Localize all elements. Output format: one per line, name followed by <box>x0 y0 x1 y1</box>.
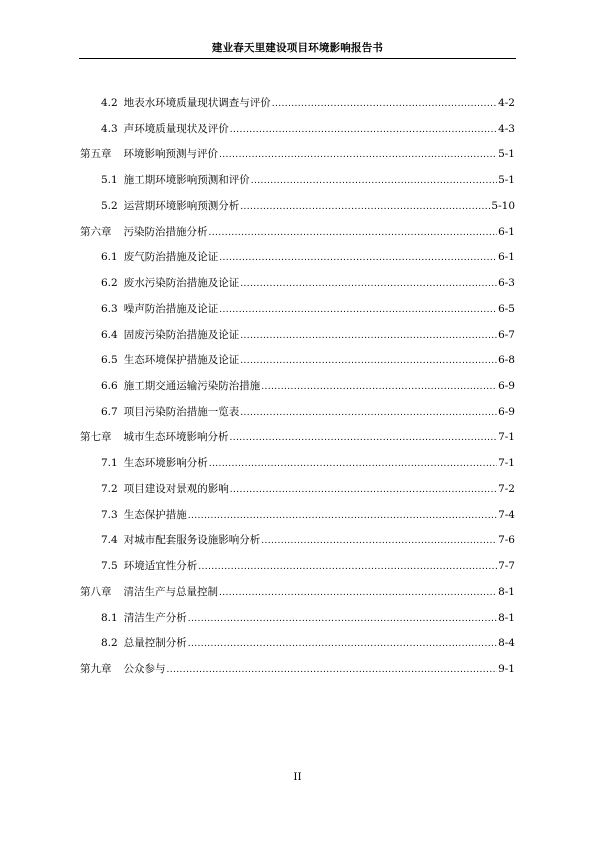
toc-section-entry[interactable] <box>101 559 515 573</box>
toc-dot-leader <box>167 663 498 677</box>
toc-dot-leader <box>188 612 497 626</box>
toc-chapter-entry[interactable] <box>80 662 515 676</box>
toc-entry-number: 第六章 <box>80 225 112 238</box>
toc-chapter-entry[interactable] <box>80 225 515 239</box>
toc-dot-leader <box>188 637 497 651</box>
toc-dot-leader <box>198 560 497 574</box>
toc-entry-title: 施工期环境影响预测和评价 <box>123 174 250 187</box>
toc-entry-title: 生态环境影响分析 <box>123 457 208 470</box>
toc-entry-page: 4-2 <box>498 97 515 109</box>
toc-section-entry[interactable] <box>101 482 515 496</box>
toc-section-entry[interactable] <box>101 353 515 367</box>
toc-dot-leader <box>219 251 497 265</box>
toc-entry-number: 6.3 <box>101 302 118 315</box>
toc-entry-title: 固废污染防治措施及论证 <box>123 328 240 341</box>
toc-section-entry[interactable] <box>101 328 515 342</box>
toc-entry-page: 6-3 <box>498 277 515 290</box>
toc-entry-title: 对城市配套服务设施影响分析 <box>123 534 261 547</box>
toc-section-entry[interactable] <box>101 250 515 264</box>
toc-section-entry[interactable] <box>101 122 515 136</box>
toc-chapter-entry[interactable] <box>80 585 515 599</box>
toc-entry-page: 6-1 <box>498 251 515 264</box>
toc-entry-number: 6.6 <box>101 380 118 393</box>
toc-dot-leader <box>219 303 497 317</box>
toc-section-entry[interactable] <box>101 533 515 547</box>
toc-entry-number: 6.2 <box>101 277 118 290</box>
toc-entry-title: 噪声防治措施及论证 <box>123 302 219 315</box>
toc-section-entry[interactable] <box>101 276 515 290</box>
toc-dot-leader <box>230 431 498 445</box>
toc-entry-number: 第七章 <box>80 431 112 444</box>
toc-entry-page: 5-1 <box>498 174 515 187</box>
toc-entry-number: 7.3 <box>101 508 118 521</box>
toc-dot-leader <box>209 457 497 471</box>
toc-entry-page: 9-1 <box>498 663 515 676</box>
toc-section-entry[interactable] <box>101 611 515 625</box>
toc-dot-leader <box>251 174 497 188</box>
toc-entry-title: 城市生态环境影响分析 <box>123 431 229 444</box>
toc-dot-leader <box>188 509 497 523</box>
toc-dot-leader <box>209 226 498 240</box>
toc-section-entry[interactable] <box>101 173 515 187</box>
toc-entry-title: 清洁生产与总量控制 <box>123 585 218 598</box>
toc-section-entry[interactable] <box>101 96 515 110</box>
toc-entry-title: 废气防治措施及论证 <box>123 251 219 264</box>
toc-entry-number: 4.2 <box>101 97 118 109</box>
toc-chapter-entry[interactable] <box>80 430 515 444</box>
toc-dot-leader <box>240 354 497 368</box>
toc-entry-number: 5.2 <box>101 199 118 212</box>
toc-dot-leader <box>240 277 497 291</box>
toc-entry-page: 4-3 <box>498 122 515 135</box>
toc-entry-page: 7-1 <box>498 457 515 470</box>
toc-entry-page: 5-1 <box>498 148 515 161</box>
toc-chapter-entry[interactable] <box>80 147 515 161</box>
toc-entry-page: 5-10 <box>491 199 515 212</box>
toc-entry-page: 6-5 <box>498 302 515 315</box>
toc-dot-leader <box>272 97 497 111</box>
toc-entry-number: 4.3 <box>101 122 118 135</box>
toc-dot-leader <box>240 200 490 214</box>
toc-dot-leader <box>219 148 497 162</box>
running-header: 建业春天里建设项目环境影响报告书 <box>211 42 384 54</box>
toc-entry-title: 项目污染防治措施一览表 <box>123 405 240 418</box>
toc-entry-title: 环境适宜性分析 <box>123 560 198 573</box>
toc-entry-page: 7-4 <box>498 508 515 521</box>
toc-entry-page: 6-1 <box>498 225 515 238</box>
toc-entry-number: 8.2 <box>101 637 118 650</box>
toc-entry-page: 6-8 <box>498 354 515 367</box>
toc-dot-leader <box>230 483 497 497</box>
toc-dot-leader <box>240 329 497 343</box>
toc-section-entry[interactable] <box>101 508 515 522</box>
toc-entry-title: 生态保护措施 <box>123 508 187 521</box>
toc-entry-number: 第五章 <box>80 148 112 161</box>
toc-entry-title: 生态环境保护措施及论证 <box>123 354 240 367</box>
toc-dot-leader <box>219 586 497 600</box>
toc-entry-number: 5.1 <box>101 174 118 187</box>
toc-entry-number: 6.4 <box>101 328 118 341</box>
toc-entry-page: 8-1 <box>498 611 515 624</box>
toc-dot-leader <box>230 123 497 137</box>
toc-entry-page: 8-4 <box>498 637 515 650</box>
toc-entry-number: 8.1 <box>101 611 118 624</box>
toc-entry-page: 6-7 <box>498 328 515 341</box>
toc-entry-number: 第八章 <box>80 585 112 598</box>
toc-entry-page: 6-9 <box>498 380 515 393</box>
toc-section-entry[interactable] <box>101 405 515 419</box>
toc-entry-title: 施工期交通运输污染防治措施 <box>123 380 261 393</box>
toc-section-entry[interactable] <box>101 379 515 393</box>
toc-entry-page: 7-1 <box>498 431 515 444</box>
toc-section-entry[interactable] <box>101 456 515 470</box>
toc-entry-title: 声环境质量现状及评价 <box>123 122 229 135</box>
toc-entry-title: 环境影响预测与评价 <box>123 148 218 161</box>
toc-entry-title: 污染防治措施分析 <box>123 225 208 238</box>
toc-entry-page: 6-9 <box>498 405 515 418</box>
toc-entry-number: 7.5 <box>101 560 118 573</box>
toc-entry-page: 7-6 <box>498 534 515 547</box>
toc-section-entry[interactable] <box>101 636 515 650</box>
toc-entry-number: 7.2 <box>101 482 118 495</box>
toc-dot-leader <box>261 380 497 394</box>
toc-entry-number: 6.5 <box>101 354 118 367</box>
toc-entry-title: 总量控制分析 <box>123 637 187 650</box>
toc-entry-title: 废水污染防治措施及论证 <box>123 277 240 290</box>
toc-entry-number: 7.1 <box>101 457 118 470</box>
toc-entry-title: 清洁生产分析 <box>123 611 187 624</box>
toc-entry-number: 7.4 <box>101 534 118 547</box>
toc-entry-title: 公众参与 <box>123 663 166 676</box>
toc-entry-page: 7-7 <box>498 560 515 573</box>
page-number: II <box>293 771 302 783</box>
toc-entry-title: 运营期环境影响预测分析 <box>123 199 240 212</box>
toc-dot-leader <box>261 534 497 548</box>
toc-section-entry[interactable] <box>101 302 515 316</box>
toc-entry-title: 项目建设对景观的影响 <box>123 482 229 495</box>
toc-dot-leader <box>240 406 497 420</box>
toc-entry-page: 7-2 <box>498 482 515 495</box>
toc-entry-number: 6.7 <box>101 405 118 418</box>
toc-section-entry[interactable] <box>101 199 515 213</box>
toc-entry-title: 地表水环境质量现状调查与评价 <box>123 97 271 109</box>
toc-entry-page: 8-1 <box>498 585 515 598</box>
toc-entry-number: 6.1 <box>101 251 118 264</box>
toc-entry-number: 第九章 <box>80 663 112 676</box>
